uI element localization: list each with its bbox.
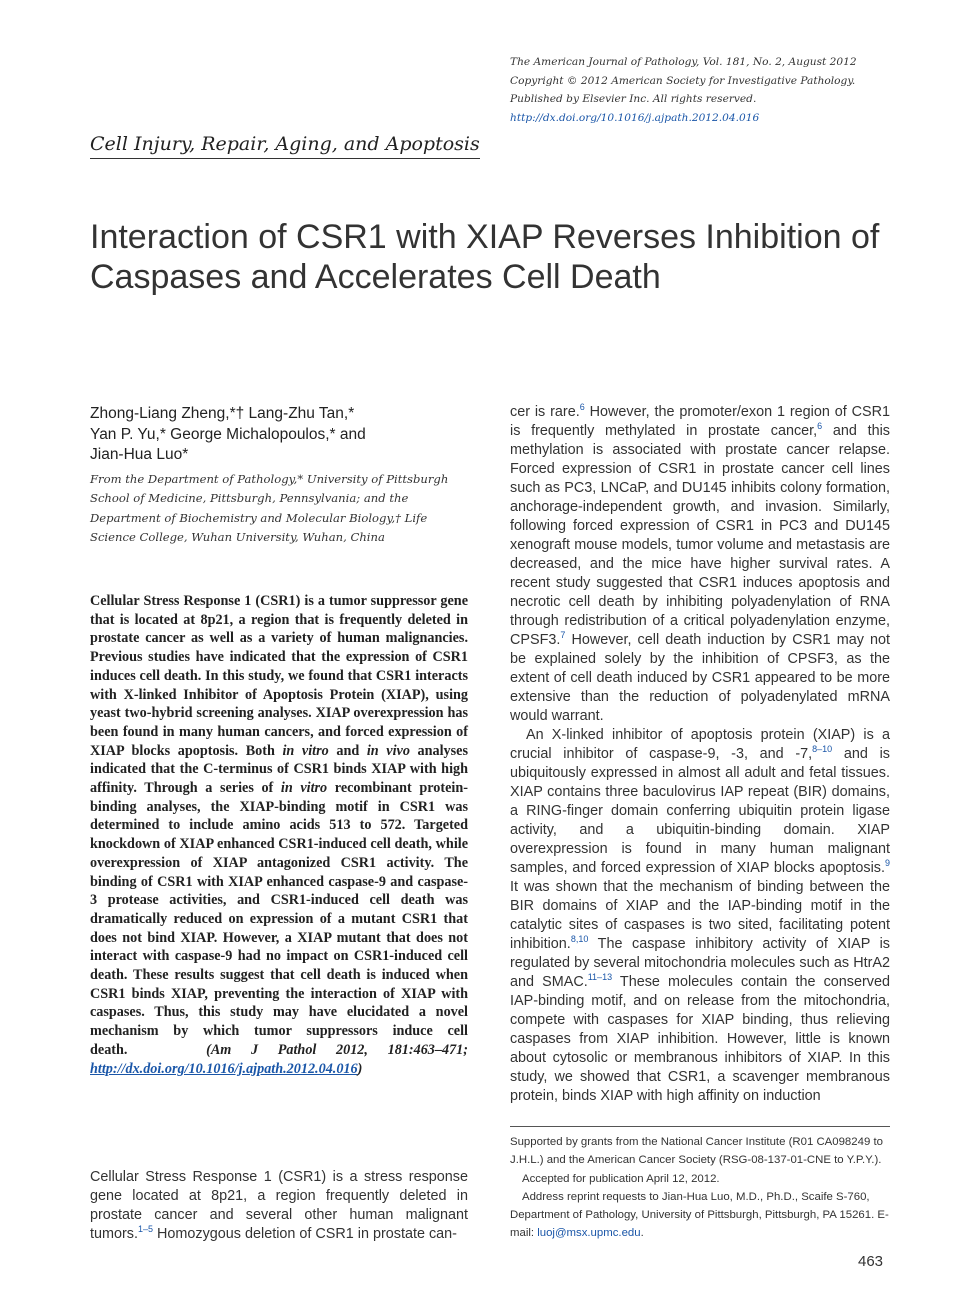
body-text: cer is rare. bbox=[510, 404, 580, 420]
footnotes bbox=[510, 1134, 895, 1244]
body-text: and this methylation is associated with prostate cancer relapse. Forced expression of CSR1 in prostate cancer cell lines such as PC3, LNCaP, and DU145 inhibits colony formation, anchorage-independent growth, and invasion. Similarly, following forced expression of CSR1 in PC3 and DU145 xenograft mouse models, tumor volume and metastasis are decreased, and the mice have higher survival rates. A recent study suggested that CSR1 induces apoptosis and necrotic cell death by inhibiting polyadenylation of RNA through redistribution of a critical polyadenylation enzyme, CPSF3. bbox=[510, 423, 890, 648]
abstract-italic: in vivo bbox=[366, 742, 410, 759]
copyright-line: Copyright © 2012 American Society for Investigative Pathology. bbox=[510, 74, 856, 87]
abstract-italic: in vitro bbox=[282, 742, 329, 759]
affiliation-line: School of Medicine, Pittsburgh, Pennsylvania; and the bbox=[90, 491, 409, 506]
reference-link[interactable]: 6 bbox=[817, 421, 823, 432]
abstract-citation: (Am J Pathol 2012, 181:463–471; bbox=[206, 1041, 468, 1058]
body-text: However, cell death induction by CSR1 may not be explained solely by the inhibition of CPSF3, as the extent of cell death induced by CSR1 appeared to be more extensive than the reduction of polyadenylated mRNA would warrant. bbox=[510, 632, 890, 724]
reference-link[interactable]: 6 bbox=[579, 402, 585, 413]
email-link[interactable]: luoj@msx.upmc.edu bbox=[537, 1226, 641, 1239]
address-text: Address reprint requests to Jian-Hua Luo, M.D., Ph.D., Scaife S-760, Department of Pathology, University of Pittsburgh, Pittsburgh, PA 15261. E-mail: bbox=[510, 1191, 889, 1239]
right-column bbox=[510, 403, 890, 1106]
author-line: Zhong-Liang Zheng,*† Lang-Zhu Tan,* bbox=[90, 405, 355, 422]
journal-citation: The American Journal of Pathology, Vol. 181, No. 2, August 2012 bbox=[510, 56, 857, 68]
funding-note: Supported by grants from the National Cancer Institute (R01 CA098249 to J.H.L.) and the American Cancer Society (RSG-08-137-01-CNE to Y.P.Y.). bbox=[510, 1136, 883, 1166]
body-text: It was shown that the mechanism of binding between the BIR domains of XIAP and the IAP-binding motif in the catalytic sites of caspases is two sited, facilitating potent inhibition. bbox=[510, 879, 890, 952]
footnote-divider bbox=[510, 1126, 890, 1127]
abstract-citation-end: ) bbox=[357, 1060, 363, 1077]
doi-link[interactable]: http://dx.doi.org/10.1016/j.ajpath.2012.04.016 bbox=[510, 111, 760, 124]
reference-link[interactable]: 9 bbox=[884, 858, 890, 869]
intro-text: Homozygous deletion of CSR1 in prostate can- bbox=[153, 1226, 457, 1242]
article-title: Interaction of CSR1 with XIAP Reverses Inhibition of Caspases and Accelerates Cell Death bbox=[90, 218, 880, 296]
reference-link[interactable]: 8,10 bbox=[570, 934, 589, 945]
body-text: These molecules contain the conserved IAP-binding motif, and on release from the mitochondria, compete with caspases for XIAP binding, thus relieving caspases from XIAP inhibition. However, little is known about cytosolic or membranous inhibitors of XIAP. In this study, we showed that CSR1, a scavenger membranous protein, binds XIAP with high affinity on induction bbox=[510, 974, 890, 1104]
abstract-text: analyses indicated that the C-terminus of CSR1 binds XIAP with high affinity. Through a series of bbox=[90, 742, 468, 797]
intro-paragraph bbox=[90, 1168, 468, 1244]
body-text: However, the promoter/exon 1 region of CSR1 is frequently methylated in prostate cancer, bbox=[510, 404, 890, 439]
abstract-italic: in vitro bbox=[280, 780, 328, 797]
intro-text: Cellular Stress Response 1 (CSR1) is a stress response gene located at 8p21, a region frequently deleted in prostate cancer and several other human malignant tumors. bbox=[90, 1169, 468, 1242]
reference-link[interactable]: 8–10 bbox=[812, 744, 833, 755]
page-number: 463 bbox=[858, 1253, 884, 1270]
journal-meta bbox=[510, 53, 910, 127]
affiliation bbox=[90, 470, 450, 547]
body-text: and is ubiquitously expressed in almost all adult and fetal tissues. XIAP contains three baculovirus IAP repeat (BIR) domains, a RING-finger domain conferring ubiquitin protein ligase activity, and a ubiquitin-binding domain. XIAP overexpression is found in many human malignant samples, and forced expression of XIAP blocks apoptosis. bbox=[510, 746, 890, 876]
author-line: Jian-Hua Luo* bbox=[90, 446, 189, 463]
affiliation-line: Science College, Wuhan University, Wuhan, China bbox=[90, 529, 385, 544]
body-text: The caspase inhibitory activity of XIAP is regulated by several mitochondria molecules such as HtrA2 and SMAC. bbox=[510, 936, 890, 990]
accepted-note: Accepted for publication April 12, 2012. bbox=[522, 1172, 720, 1185]
reference-link[interactable]: 7 bbox=[560, 630, 566, 641]
body-text: An X-linked inhibitor of apoptosis protein (XIAP) is a crucial inhibitor of caspase-9, -3, and -7, bbox=[510, 727, 890, 762]
body-paragraph bbox=[510, 726, 890, 1106]
reference-link[interactable]: 11–13 bbox=[587, 972, 613, 983]
affiliation-line: Department of Biochemistry and Molecular Biology,† Life bbox=[90, 510, 428, 525]
author-list bbox=[90, 404, 480, 466]
address-note bbox=[510, 1189, 895, 1242]
section-heading: Cell Injury, Repair, Aging, and Apoptosis bbox=[90, 133, 480, 159]
abstract-text: Cellular Stress Response 1 (CSR1) is a tumor suppressor gene that is located at 8p21, a region that is frequently deleted in prostate cancer as well as a variety of human malignancies. Previous studies have indicated that the expression of CSR1 induces cell death. In this study, we found that CSR1 interacts with X-linked Inhibitor of Apoptosis Protein (XIAP), using yeast two-hybrid screening analyses. XIAP overexpression has been found in many human cancers, and forced expression of XIAP blocks apoptosis. Both bbox=[90, 593, 468, 759]
abstract-doi-link[interactable]: http://dx.doi.org/10.1016/j.ajpath.2012.04.016 bbox=[90, 1060, 358, 1077]
abstract bbox=[90, 592, 468, 1078]
body-paragraph bbox=[510, 403, 890, 726]
publisher-line: Published by Elsevier Inc. All rights reserved. bbox=[510, 93, 757, 105]
address-end: . bbox=[640, 1226, 644, 1239]
abstract-text: recombinant protein-binding analyses, the XIAP-binding motif in CSR1 was determined to include amino acids 513 to 572. Targeted knockdown of XIAP enhanced CSR1-induced cell death, while overexpression of XIAP antagonized CSR1 activity. The binding of CSR1 with XIAP enhanced caspase-9 and caspase-3 protease activities, and CSR1-induced cell death was dramatically reduced on expression of a mutant CSR1 that does not bind XIAP. However, a XIAP mutant that does not interact with caspase-9 had no impact on CSR1-induced cell death. These results suggest that cell death is induced when CSR1 binds XIAP, preventing the interaction of XIAP with caspases. Thus, this study may have elucidated a novel mechanism by which tumor suppressors induce cell death. bbox=[90, 780, 468, 1058]
reference-link[interactable]: 1–5 bbox=[137, 1224, 154, 1235]
affiliation-line: From the Department of Pathology,* University of Pittsburgh bbox=[90, 472, 449, 486]
author-line: Yan P. Yu,* George Michalopoulos,* and bbox=[90, 425, 366, 443]
abstract-text: and bbox=[328, 742, 367, 759]
